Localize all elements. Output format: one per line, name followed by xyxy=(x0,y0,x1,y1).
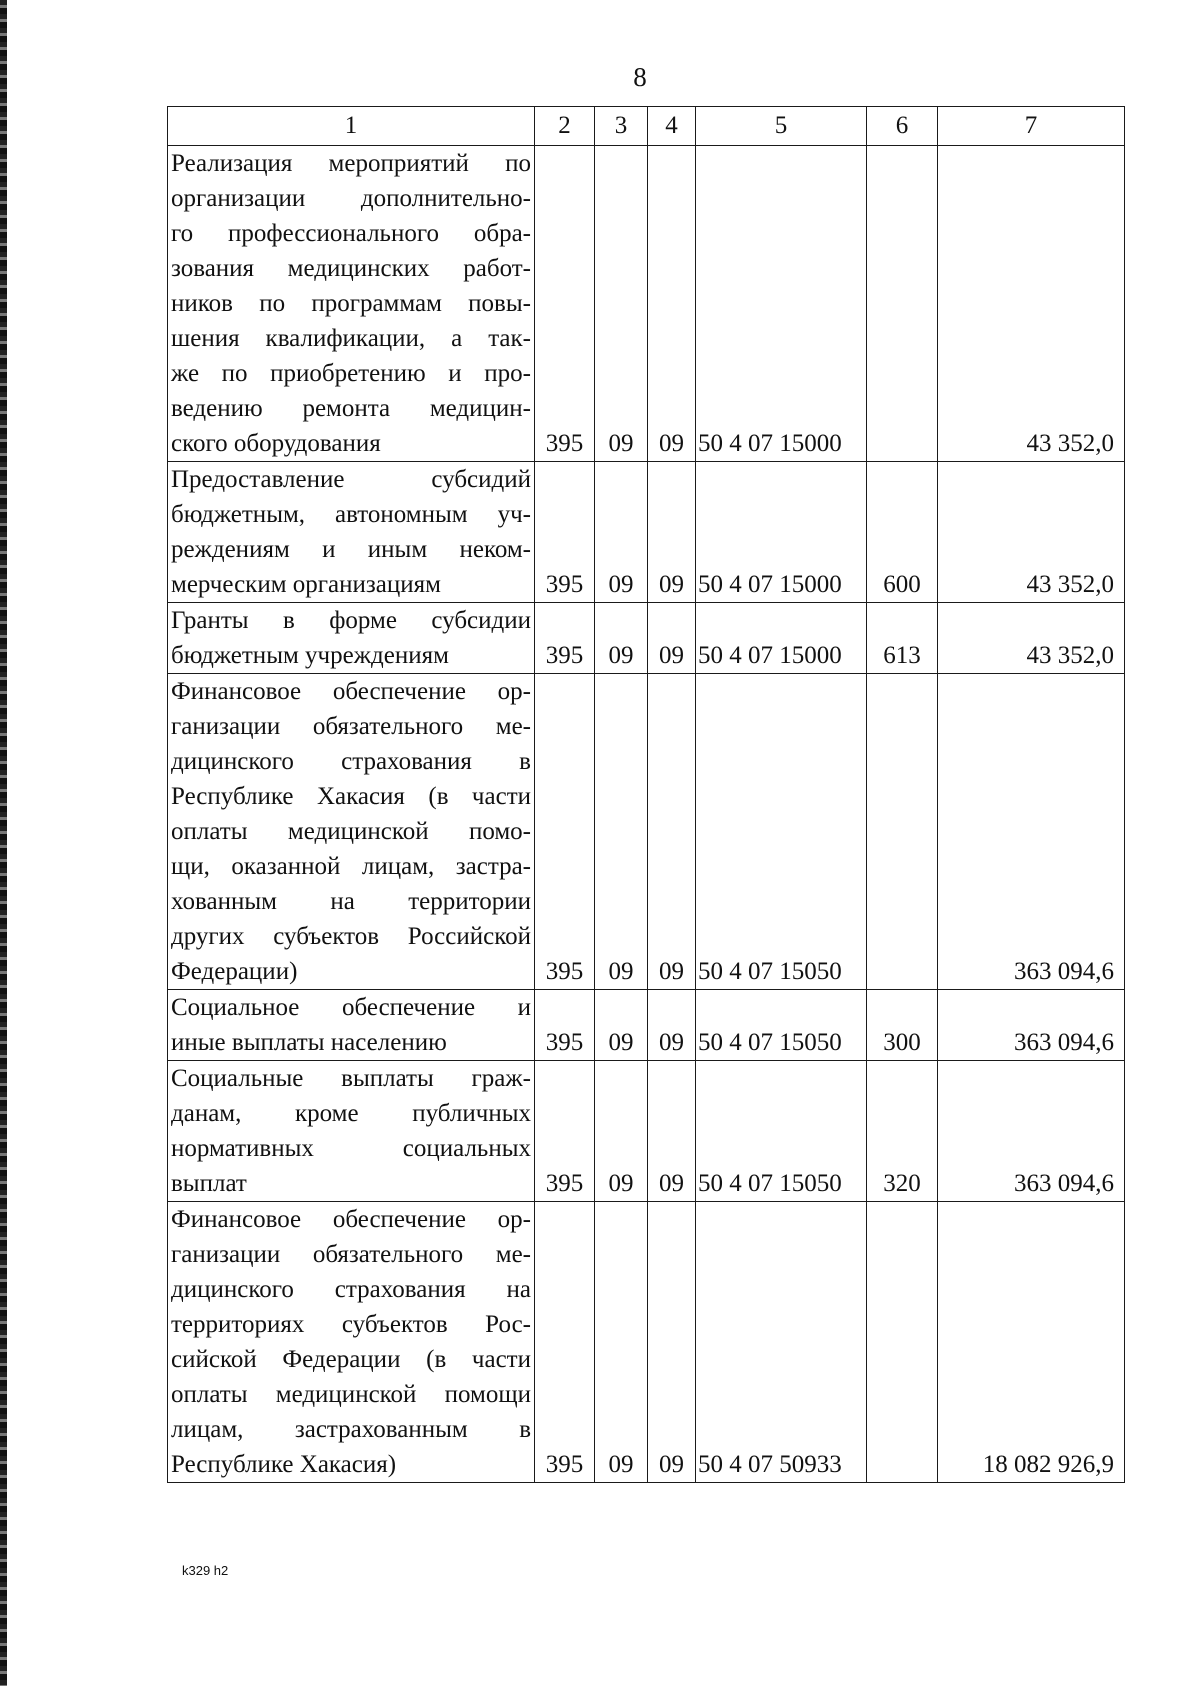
description-line: шения квалификации, а так- xyxy=(171,325,531,352)
row-expense-type: 300 xyxy=(867,990,938,1061)
description-line: ников по программам повы- xyxy=(171,290,531,317)
description-line: Финансовое обеспечение ор- xyxy=(171,678,531,705)
row-amount: 43 352,0 xyxy=(938,462,1125,603)
description-line: зования медицинских работ- xyxy=(171,255,531,282)
row-target-article: 50 4 07 15000 xyxy=(696,603,867,674)
row-amount: 43 352,0 xyxy=(938,603,1125,674)
row-subsection-code: 09 xyxy=(648,603,696,674)
description-line: бюджетным, автономным уч- xyxy=(171,501,531,528)
description-line: ганизации обязательного ме- xyxy=(171,713,531,740)
row-subsection-code: 09 xyxy=(648,990,696,1061)
page-number: 8 xyxy=(633,62,647,92)
table-body xyxy=(168,146,1125,1483)
description-line: хованным на территории xyxy=(171,888,531,915)
row-description xyxy=(168,990,535,1061)
table-row xyxy=(168,990,1125,1061)
description-line: выплат xyxy=(171,1170,247,1197)
description-line: Социальные выплаты граж- xyxy=(171,1065,531,1092)
row-subsection-code: 09 xyxy=(648,1061,696,1202)
row-section-code: 09 xyxy=(595,603,648,674)
row-description xyxy=(168,146,535,462)
row-section-code: 09 xyxy=(595,1061,648,1202)
description-line: Гранты в форме субсидии xyxy=(171,607,531,634)
row-description xyxy=(168,1202,535,1483)
header-cell-1: 1 xyxy=(168,107,535,146)
row-description xyxy=(168,603,535,674)
row-target-article: 50 4 07 15050 xyxy=(696,674,867,990)
budget-table xyxy=(167,106,1125,1483)
description-line: Реализация мероприятий по xyxy=(171,150,531,177)
row-section-code: 09 xyxy=(595,990,648,1061)
header-cell-4: 4 xyxy=(648,107,696,146)
row-target-article: 50 4 07 15050 xyxy=(696,990,867,1061)
description-line: бюджетным учреждениям xyxy=(171,642,449,669)
row-ministry-code: 395 xyxy=(535,1061,595,1202)
row-expense-type xyxy=(867,674,938,990)
header-cell-3: 3 xyxy=(595,107,648,146)
description-line: Предоставление субсидий xyxy=(171,466,531,493)
table-row xyxy=(168,462,1125,603)
description-line: же по приобретению и про- xyxy=(171,360,531,387)
description-line: оплаты медицинской помощи xyxy=(171,1381,531,1408)
row-subsection-code: 09 xyxy=(648,1202,696,1483)
row-expense-type xyxy=(867,1202,938,1483)
row-expense-type xyxy=(867,146,938,462)
row-section-code: 09 xyxy=(595,1202,648,1483)
row-target-article: 50 4 07 50933 xyxy=(696,1202,867,1483)
description-line: ского оборудования xyxy=(171,430,381,457)
scan-edge xyxy=(0,0,7,1686)
row-subsection-code: 09 xyxy=(648,462,696,603)
description-line: Социальное обеспечение и xyxy=(171,994,531,1021)
row-description xyxy=(168,462,535,603)
row-amount: 363 094,6 xyxy=(938,1061,1125,1202)
description-line: организации дополнительно- xyxy=(171,185,531,212)
header-cell-7: 7 xyxy=(938,107,1125,146)
row-description xyxy=(168,1061,535,1202)
description-line: щи, оказанной лицам, застра- xyxy=(171,853,531,880)
table-row xyxy=(168,1202,1125,1483)
row-amount: 363 094,6 xyxy=(938,990,1125,1061)
row-target-article: 50 4 07 15000 xyxy=(696,462,867,603)
table-row xyxy=(168,146,1125,462)
description-line: го профессионального обра- xyxy=(171,220,531,247)
table-row xyxy=(168,1061,1125,1202)
header-cell-2: 2 xyxy=(535,107,595,146)
row-subsection-code: 09 xyxy=(648,146,696,462)
row-subsection-code: 09 xyxy=(648,674,696,990)
row-target-article: 50 4 07 15000 xyxy=(696,146,867,462)
row-amount: 363 094,6 xyxy=(938,674,1125,990)
description-line: оплаты медицинской помо- xyxy=(171,818,531,845)
description-line: лицам, застрахованным в xyxy=(171,1416,531,1443)
row-target-article: 50 4 07 15050 xyxy=(696,1061,867,1202)
description-line: Республике Хакасия) xyxy=(171,1451,397,1478)
header-cell-5: 5 xyxy=(696,107,867,146)
description-line: нормативных социальных xyxy=(171,1135,531,1162)
description-line: сийской Федерации (в части xyxy=(171,1346,531,1373)
description-line: данам, кроме публичных xyxy=(171,1100,531,1127)
description-line: дицинского страхования в xyxy=(171,748,531,775)
description-line: дицинского страхования на xyxy=(171,1276,531,1303)
description-line: ганизации обязательного ме- xyxy=(171,1241,531,1268)
row-ministry-code: 395 xyxy=(535,1202,595,1483)
row-expense-type: 320 xyxy=(867,1061,938,1202)
row-ministry-code: 395 xyxy=(535,674,595,990)
table-row xyxy=(168,674,1125,990)
description-line: Федерации) xyxy=(171,958,298,985)
row-ministry-code: 395 xyxy=(535,146,595,462)
description-line: других субъектов Российской xyxy=(171,923,531,950)
description-line: Финансовое обеспечение ор- xyxy=(171,1206,531,1233)
description-line: ведению ремонта медицин- xyxy=(171,395,531,422)
header-row xyxy=(168,107,1125,146)
description-line: иные выплаты населению xyxy=(171,1029,447,1056)
row-amount: 43 352,0 xyxy=(938,146,1125,462)
row-expense-type: 613 xyxy=(867,603,938,674)
description-line: реждениям и иным неком- xyxy=(171,536,531,563)
description-line: мерческим организациям xyxy=(171,571,441,598)
footer-code: k329 h2 xyxy=(182,1563,229,1578)
row-expense-type: 600 xyxy=(867,462,938,603)
row-ministry-code: 395 xyxy=(535,603,595,674)
row-section-code: 09 xyxy=(595,462,648,603)
row-ministry-code: 395 xyxy=(535,462,595,603)
header-cell-6: 6 xyxy=(867,107,938,146)
row-section-code: 09 xyxy=(595,674,648,990)
table-row xyxy=(168,603,1125,674)
description-line: территориях субъектов Рос- xyxy=(171,1311,531,1338)
row-ministry-code: 395 xyxy=(535,990,595,1061)
row-section-code: 09 xyxy=(595,146,648,462)
description-line: Республике Хакасия (в части xyxy=(171,783,531,810)
row-amount: 18 082 926,9 xyxy=(938,1202,1125,1483)
row-description xyxy=(168,674,535,990)
